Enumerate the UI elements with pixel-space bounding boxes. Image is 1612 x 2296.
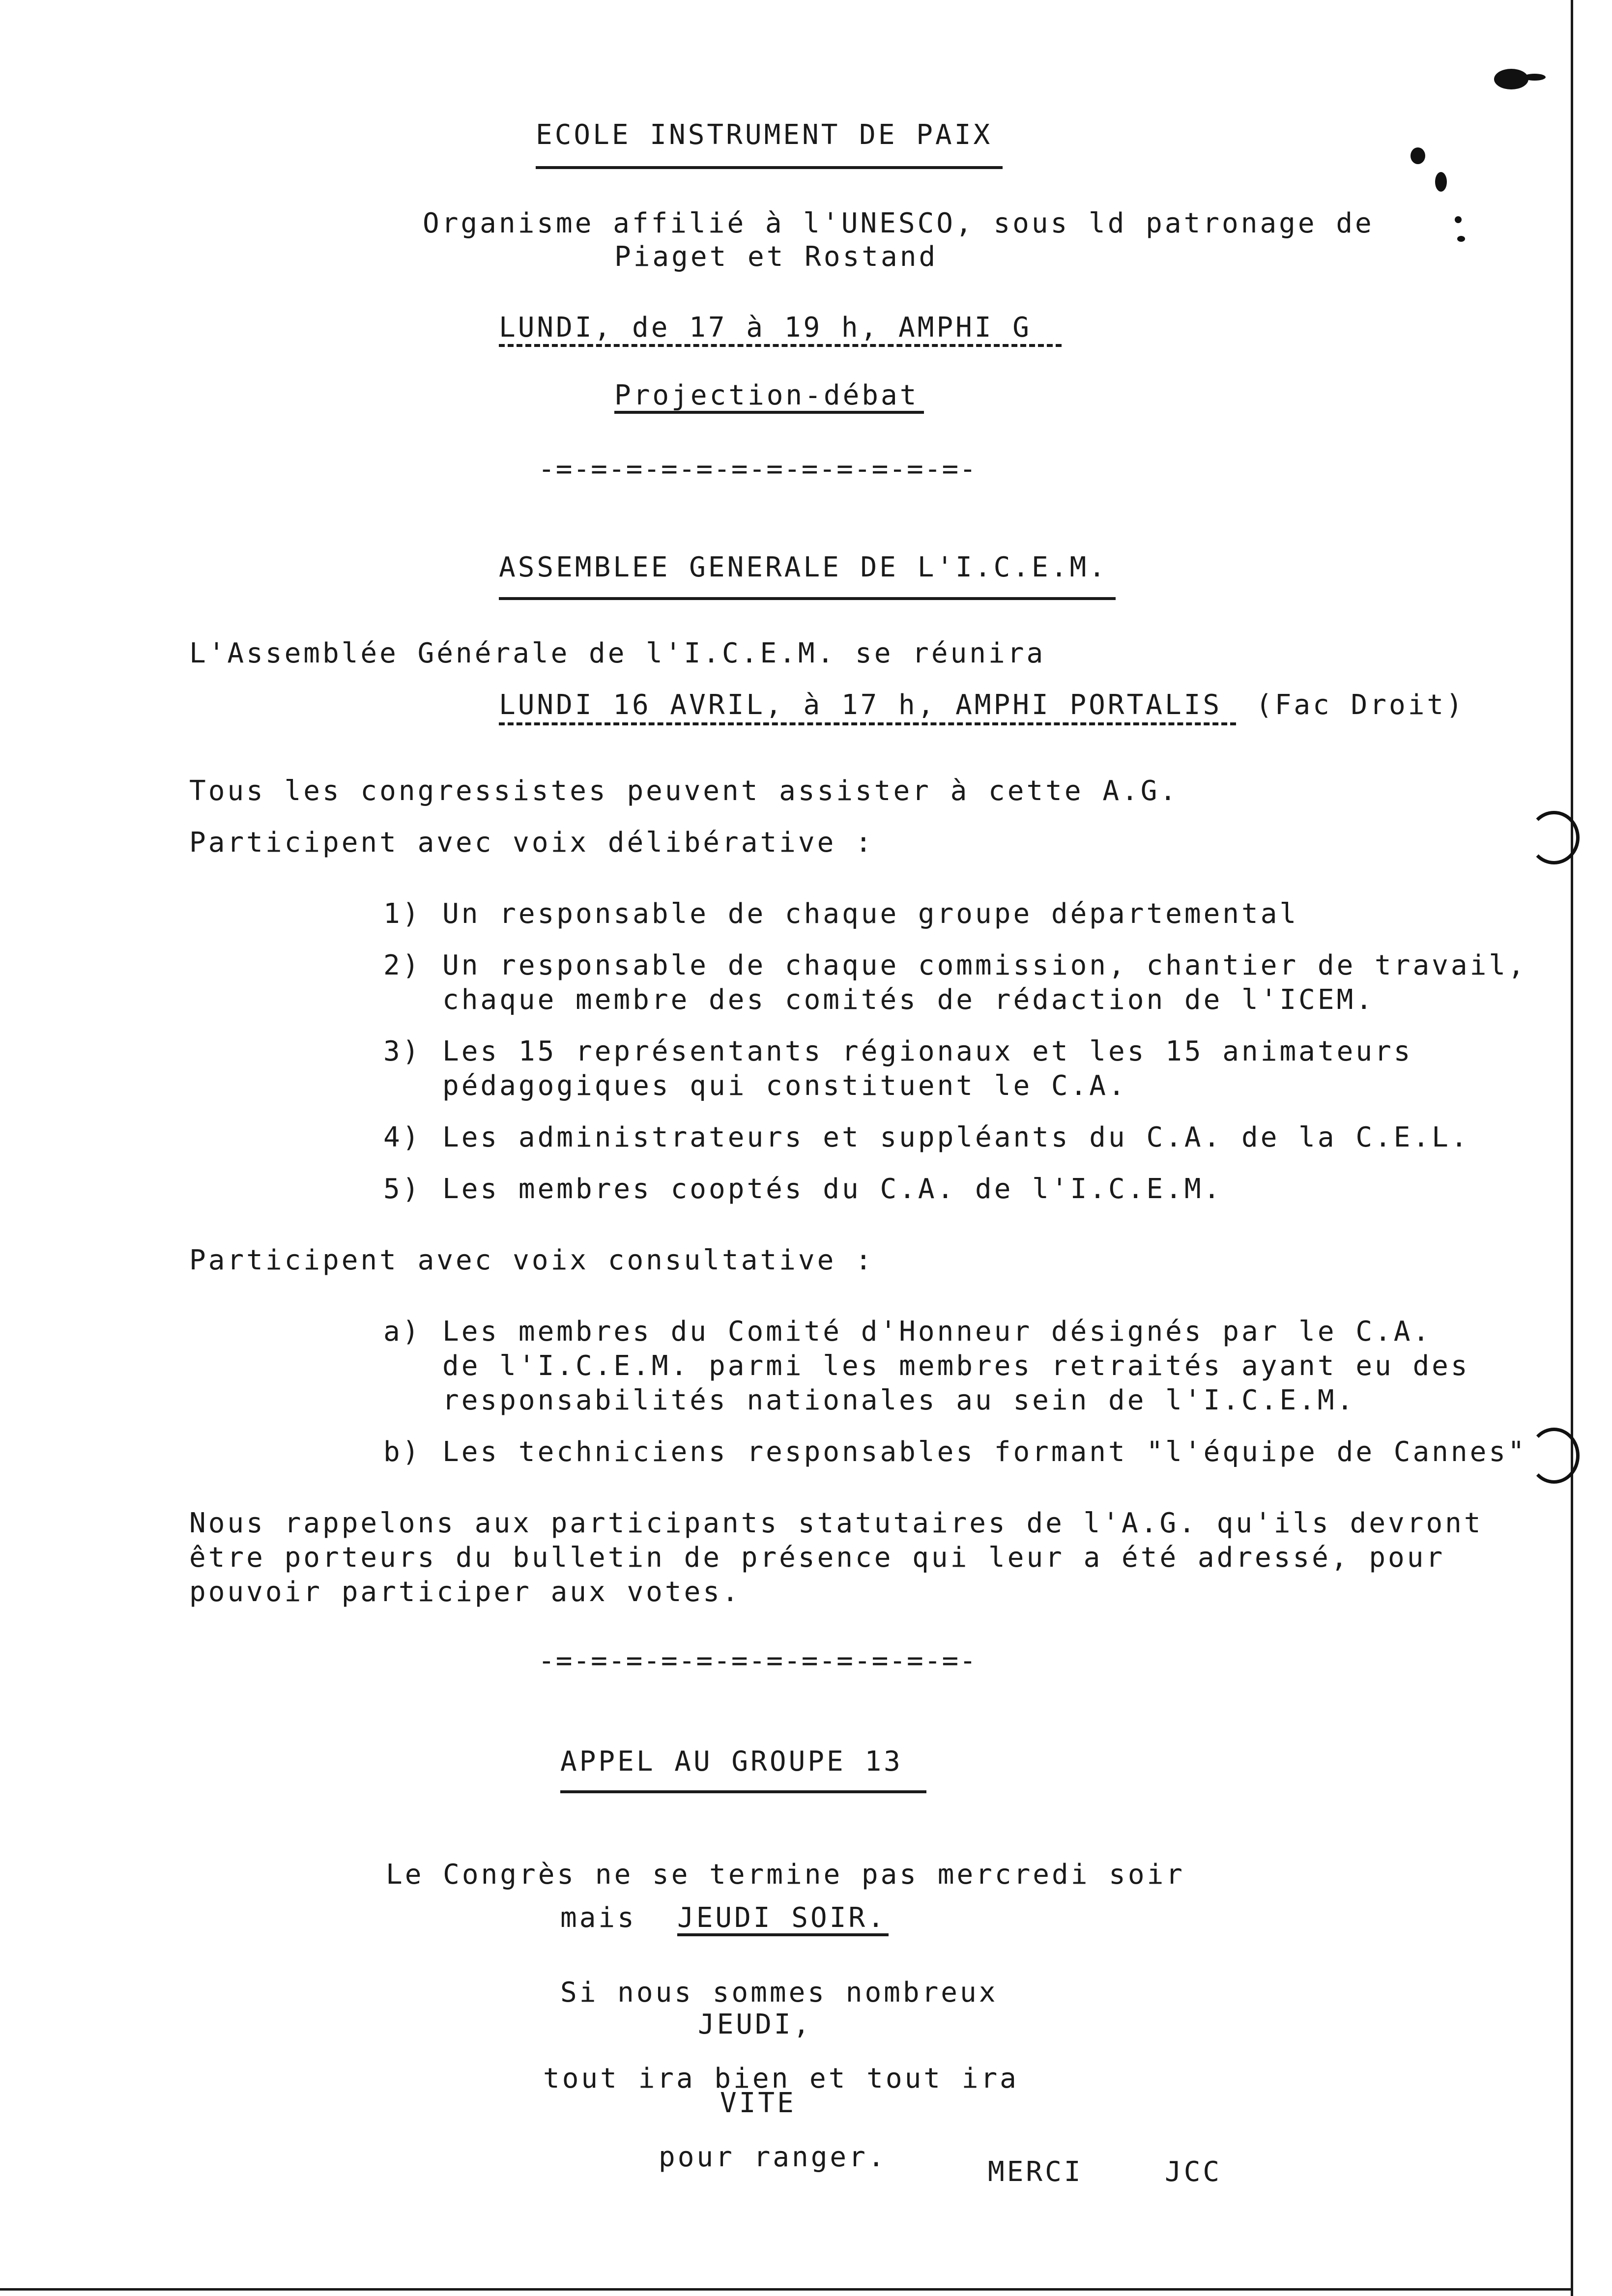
- list-item: pédagogiques qui constituent le C.A.: [442, 1070, 1127, 1102]
- appeal-line: tout ira bien et tout ira: [543, 2063, 1019, 2095]
- appeal-emphasis-underline: [677, 1933, 889, 1936]
- thanks-label: MERCI: [988, 2156, 1083, 2188]
- ink-blot: [1524, 74, 1546, 81]
- schedule-line: LUNDI, de 17 à 19 h, AMPHI G: [499, 312, 1032, 344]
- appeal-title: APPEL AU GROUPE 13: [560, 1746, 903, 1778]
- list-item: chaque membre des comités de rédaction de l'ICEM.: [442, 984, 1375, 1016]
- assembly-when-underline: [499, 722, 1236, 725]
- all-attend-line: Tous les congressistes peuvent assister à cette A.G.: [189, 775, 1179, 807]
- punch-hole: [1528, 811, 1580, 864]
- page-edge-bottom: [0, 2288, 1573, 2291]
- list-item: Les membres du Comité d'Honneur désignés par le C.A.: [442, 1316, 1432, 1348]
- section-separator: -=-=-=-=-=-=-=-=-=-=-=-=-: [538, 1645, 977, 1677]
- signature: JCC: [1165, 2156, 1222, 2188]
- punch-hole: [1528, 1428, 1580, 1484]
- list-item: Les techniciens responsables formant "l'équipe de Cannes": [442, 1436, 1527, 1468]
- deliberative-heading: Participent avec voix délibérative :: [189, 827, 874, 859]
- ink-blot: [1435, 172, 1447, 192]
- assembly-intro: L'Assemblée Générale de l'I.C.E.M. se réunira: [189, 637, 1046, 669]
- list-marker: 3): [383, 1035, 422, 1067]
- ink-blot: [1410, 147, 1425, 164]
- list-marker: a): [383, 1316, 422, 1348]
- appeal-emphasis: JEUDI SOIR.: [677, 1902, 887, 1934]
- document-title: ECOLE INSTRUMENT DE PAIX: [536, 119, 993, 151]
- section-title: ASSEMBLEE GENERALE DE L'I.C.E.M.: [499, 551, 1108, 583]
- reminder-line: être porteurs du bulletin de présence qui leur a été adressé, pour: [189, 1542, 1445, 1574]
- assembly-when: LUNDI 16 AVRIL, à 17 h, AMPHI PORTALIS: [499, 689, 1222, 721]
- appeal-title-underline: [560, 1790, 926, 1793]
- ink-blot: [1457, 236, 1465, 242]
- consultative-heading: Participent avec voix consultative :: [189, 1244, 874, 1276]
- section-title-underline: [499, 597, 1116, 600]
- appeal-line: pour ranger.: [659, 2141, 887, 2173]
- title-underline: [536, 166, 1003, 169]
- ink-blot: [1494, 69, 1528, 89]
- list-item: Les membres cooptés du C.A. de l'I.C.E.M.: [442, 1173, 1223, 1205]
- appeal-line: Si nous sommes nombreux: [560, 1977, 998, 2009]
- schedule-underline: [499, 344, 1062, 347]
- reminder-line: Nous rappelons aux participants statutaires de l'A.G. qu'ils devront: [189, 1507, 1483, 1539]
- affiliation-line: Organisme affilié à l'UNESCO, sous ld patronage de: [423, 207, 1374, 239]
- section-separator: -=-=-=-=-=-=-=-=-=-=-=-=-: [538, 453, 977, 485]
- list-marker: 5): [383, 1173, 422, 1205]
- list-marker: 4): [383, 1121, 422, 1153]
- affiliation-line: Piaget et Rostand: [614, 241, 938, 273]
- appeal-line: JEUDI,: [698, 2009, 812, 2040]
- list-marker: 2): [383, 949, 422, 981]
- list-item: Les administrateurs et suppléants du C.A. de la C.E.L.: [442, 1121, 1470, 1153]
- list-item: responsabilités nationales au sein de l'I.C.E.M.: [442, 1384, 1356, 1416]
- list-item: de l'I.C.E.M. parmi les membres retraités ayant eu des: [442, 1350, 1470, 1382]
- appeal-line: Le Congrès ne se termine pas mercredi soir: [386, 1859, 1185, 1891]
- list-item: Un responsable de chaque commission, chantier de travail,: [442, 949, 1527, 981]
- event-underline: [614, 411, 924, 414]
- list-item: Un responsable de chaque groupe départemental: [442, 898, 1299, 930]
- assembly-where-note: (Fac Droit): [1256, 689, 1465, 721]
- list-marker: 1): [383, 898, 422, 930]
- list-item: Les 15 représentants régionaux et les 15 animateurs: [442, 1035, 1413, 1067]
- appeal-line: VITE: [720, 2087, 796, 2119]
- appeal-line: mais: [560, 1902, 636, 1934]
- ink-blot: [1455, 216, 1462, 223]
- event-label: Projection-débat: [614, 379, 919, 411]
- list-marker: b): [383, 1436, 422, 1468]
- page-edge-right: [1571, 0, 1573, 2296]
- reminder-line: pouvoir participer aux votes.: [189, 1576, 741, 1608]
